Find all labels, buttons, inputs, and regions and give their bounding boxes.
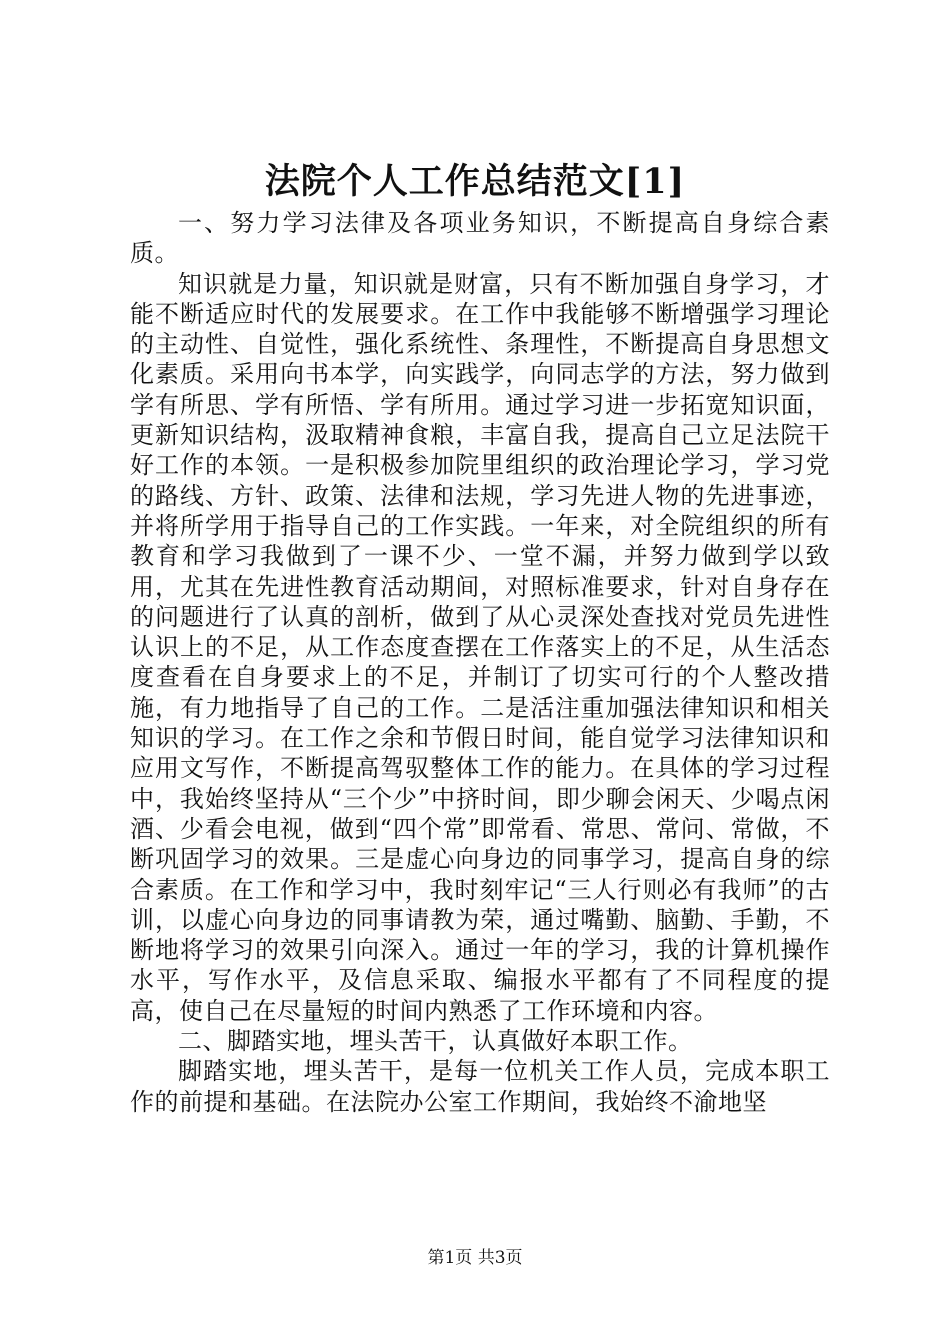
body-paragraph-1: 知识就是力量，知识就是财富，只有不断加强自身学习，才能不断适应时代的发展要求。在工作中我能够不断增强学习理论的主动性、自觉性，强化系统性、条理性，不断提高自身思想文化素质。采用向书本学，向实践学，向同志学的方法，努力做到学有所思、学有所悟、学有所用。通过学习进一步拓宽知识面，更新知识结构，汲取精神食粮，丰富自我，提高自己立足法院干好工作的本领。一是积极参加院里组织的政治理论学习，学习党的路线、方针、政策、法律和法规，学习先进人物的先进事迹，并将所学用于指导自己的工作实践。一年来，对全院组织的所有教育和学习我做到了一课不少、一堂不漏，并努力做到学以致用，尤其在先进性教育活动期间，对照标准要求，针对自身存在的问题进行了认真的剖析，做到了从心灵深处查找对党员先进性认识上的不足，从工作态度查摆在工作落实上的不足，从生活态度查看在自身要求上的不足，并制订了切实可行的个人整改措施，有力地指导了自己的工作。二是活注重加强法律知识和相关知识的学习。在工作之余和节假日时间，能自觉学习法律知识和应用文写作，不断提高驾驭整体工作的能力。在具体的学习过程中，我始终坚持从“三个少”中挤时间，即少聊会闲天、少喝点闲酒、少看会电视，做到“四个常”即常看、常思、常问、常做，不断巩固学习的效果。三是虚心向身边的同事学习，提高自身的综合素质。在工作和学习中，我时刻牢记“三人行则必有我师”的古训，以虚心向身边的同事请教为荣，通过嘴勤、脑勤、手勤，不断地将学习的效果引向深入。通过一年的学习，我的计算机操作水平，写作水平，及信息采取、编报水平都有了不同程度的提高，使自己在尽量短的时间内熟悉了工作环境和内容。	[130, 269, 830, 1025]
section-heading-2: 二、脚踏实地，埋头苦干，认真做好本职工作。	[178, 1027, 693, 1056]
document-title: 法院个人工作总结范文[1]	[264, 161, 686, 202]
body-paragraph-2: 脚踏实地，埋头苦干，是每一位机关工作人员，完成本职工作的前提和基础。在法院办公室工作期间，我始终不渝地坚	[130, 1057, 830, 1116]
page-footer: 第1页 共3页	[427, 1248, 523, 1268]
document-body	[130, 208, 830, 1117]
section-heading-1: 一、努力学习法律及各项业务知识，不断提高自身综合素质。	[130, 209, 830, 268]
